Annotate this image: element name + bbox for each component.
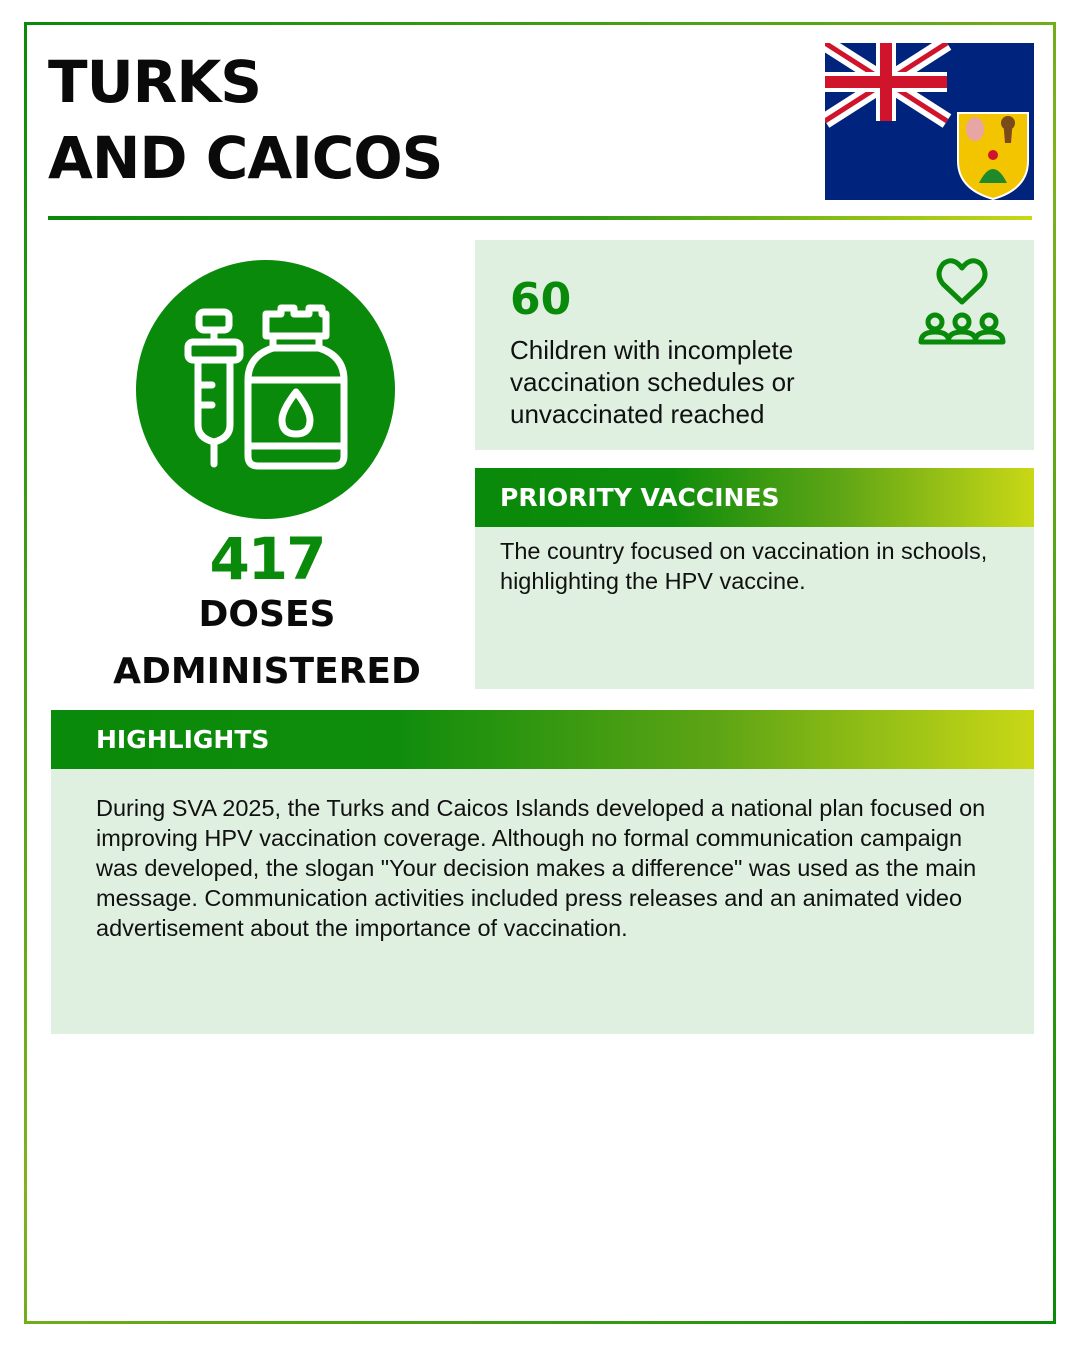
children-stat-card [475, 240, 1034, 450]
title-divider [48, 216, 1032, 220]
heart-people-icon [915, 254, 1015, 350]
highlights-header [51, 710, 1034, 769]
priority-vaccines-text: The country focused on vaccination in schools, highlighting the HPV vaccine. [500, 538, 988, 594]
doses-label-line-2: ADMINISTERED [113, 651, 421, 692]
title-line-1: TURKS [48, 48, 262, 116]
page-title [48, 44, 442, 196]
priority-vaccines-heading: PRIORITY VACCINES [500, 483, 780, 512]
doses-count: 417 [209, 525, 325, 593]
highlights-text: During SVA 2025, the Turks and Caicos Islands developed a national plan focused on improving HPV vaccination coverage. Although no formal communication campaign was developed, the slogan "Your decision makes a difference" was used as the main message. Communication activities included press releases and an animated video advertisement about the importance of vaccination. [96, 795, 986, 941]
syringe-and-vial-icon [136, 260, 395, 519]
title-line-2: AND CAICOS [48, 124, 443, 192]
turks-and-caicos-flag-icon [825, 43, 1034, 200]
priority-vaccines-panel [475, 527, 1034, 689]
children-label: Children with incomplete vaccination schedules or unvaccinated reached [510, 335, 795, 429]
doses-label-line-1: DOSES [198, 594, 336, 635]
highlights-heading: HIGHLIGHTS [96, 725, 270, 754]
doses-label [100, 586, 434, 700]
children-count: 60 [510, 274, 572, 325]
vaccine-badge [136, 260, 395, 519]
highlights-panel [51, 769, 1034, 1034]
priority-vaccines-header [475, 468, 1034, 527]
